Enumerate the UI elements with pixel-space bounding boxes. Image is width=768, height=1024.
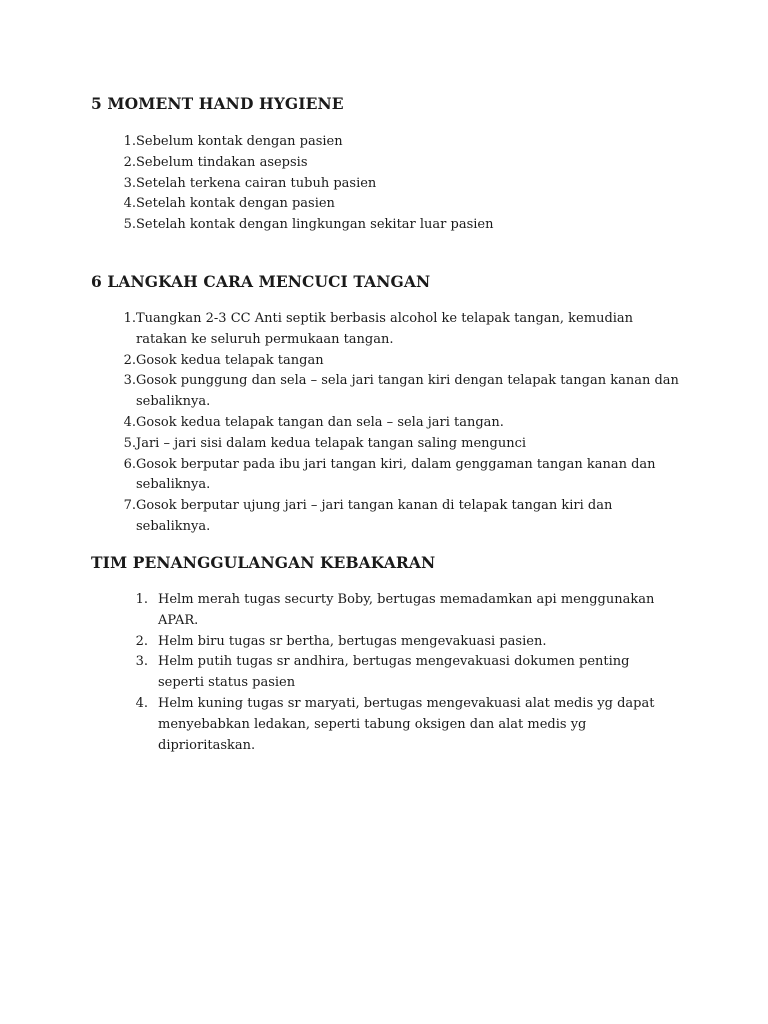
list-item bbox=[0, 371, 681, 413]
list-item bbox=[0, 590, 668, 632]
list-number: 1. bbox=[123, 134, 136, 149]
list-item bbox=[0, 132, 696, 153]
section-heading: TIM PENANGGULANGAN KEBAKARAN bbox=[91, 553, 436, 572]
section-heading: 6 LANGKAH CARA MENCUCI TANGAN bbox=[91, 272, 431, 291]
list-text: Setelah terkena cairan tubuh pasien bbox=[136, 175, 377, 191]
list-item bbox=[0, 153, 696, 174]
list-item bbox=[0, 413, 681, 434]
list-number: 2. bbox=[135, 633, 148, 649]
list-text: Jari – jari sisi dalam kedua telapak tangan saling mengunci bbox=[136, 435, 527, 451]
list-text: Helm putih tugas sr andhira, bertugas mengevakuasi dokumen penting seperti status pasien bbox=[158, 654, 630, 691]
list-item bbox=[0, 652, 668, 694]
list-text: Setelah kontak dengan pasien bbox=[136, 196, 335, 212]
list-item bbox=[0, 632, 668, 653]
list-text: Setelah kontak dengan lingkungan sekitar luar pasien bbox=[136, 217, 494, 233]
list-text: Gosok kedua telapak tangan bbox=[136, 352, 324, 368]
list-text: Sebelum tindakan asepsis bbox=[136, 154, 308, 170]
list-text: Sebelum kontak dengan pasien bbox=[136, 134, 343, 149]
list-number: 1. bbox=[135, 592, 148, 607]
list-number: 2. bbox=[123, 154, 136, 170]
list-text: Helm biru tugas sr bertha, bertugas mengevakuasi pasien. bbox=[158, 633, 547, 649]
list-number: 4. bbox=[135, 695, 148, 711]
list-item bbox=[0, 215, 696, 236]
list-number: 1. bbox=[123, 311, 136, 326]
list-text: Gosok berputar ujung jari – jari tangan kanan di telapak tangan kiri dan sebaliknya. bbox=[136, 498, 613, 534]
numbered-list bbox=[0, 309, 681, 538]
list-item bbox=[0, 694, 668, 756]
list-text: Helm kuning tugas sr maryati, bertugas mengevakuasi alat medis yg dapat menyebabkan ledakan, seperti tabung oksigen dan alat medis yg diprioritaskan. bbox=[158, 695, 655, 753]
section-heading: 5 MOMENT HAND HYGIENE bbox=[91, 94, 344, 113]
list-text: Tuangkan 2-3 CC Anti septik berbasis alcohol ke telapak tangan, kemudian ratakan ke seluruh permukaan tangan. bbox=[136, 311, 634, 347]
list-number: 2. bbox=[123, 352, 136, 368]
list-number: 4. bbox=[123, 196, 136, 212]
list-number: 3. bbox=[123, 373, 136, 389]
list-number: 3. bbox=[123, 175, 136, 191]
list-text: Gosok kedua telapak tangan dan sela – sela jari tangan. bbox=[136, 414, 504, 430]
list-item bbox=[0, 455, 681, 497]
list-text: Gosok berputar pada ibu jari tangan kiri, dalam genggaman tangan kanan dan sebaliknya. bbox=[136, 456, 656, 493]
list-item bbox=[0, 194, 696, 215]
list-number: 5. bbox=[123, 217, 136, 233]
list-item bbox=[0, 434, 681, 455]
list-number: 7. bbox=[123, 498, 136, 514]
list-text: Gosok punggung dan sela – sela jari tangan kiri dengan telapak tangan kanan dan sebaliknya. bbox=[136, 373, 679, 410]
list-number: 3. bbox=[135, 654, 148, 670]
list-item bbox=[0, 309, 681, 351]
list-item bbox=[0, 351, 681, 372]
list-number: 4. bbox=[123, 414, 136, 430]
numbered-list bbox=[0, 590, 668, 756]
numbered-list bbox=[0, 132, 696, 236]
list-item bbox=[0, 496, 681, 538]
list-text: Helm merah tugas securty Boby, bertugas memadamkan api menggunakan APAR. bbox=[158, 592, 655, 628]
list-number: 6. bbox=[123, 456, 136, 472]
list-number: 5. bbox=[123, 435, 136, 451]
list-item bbox=[0, 174, 696, 195]
